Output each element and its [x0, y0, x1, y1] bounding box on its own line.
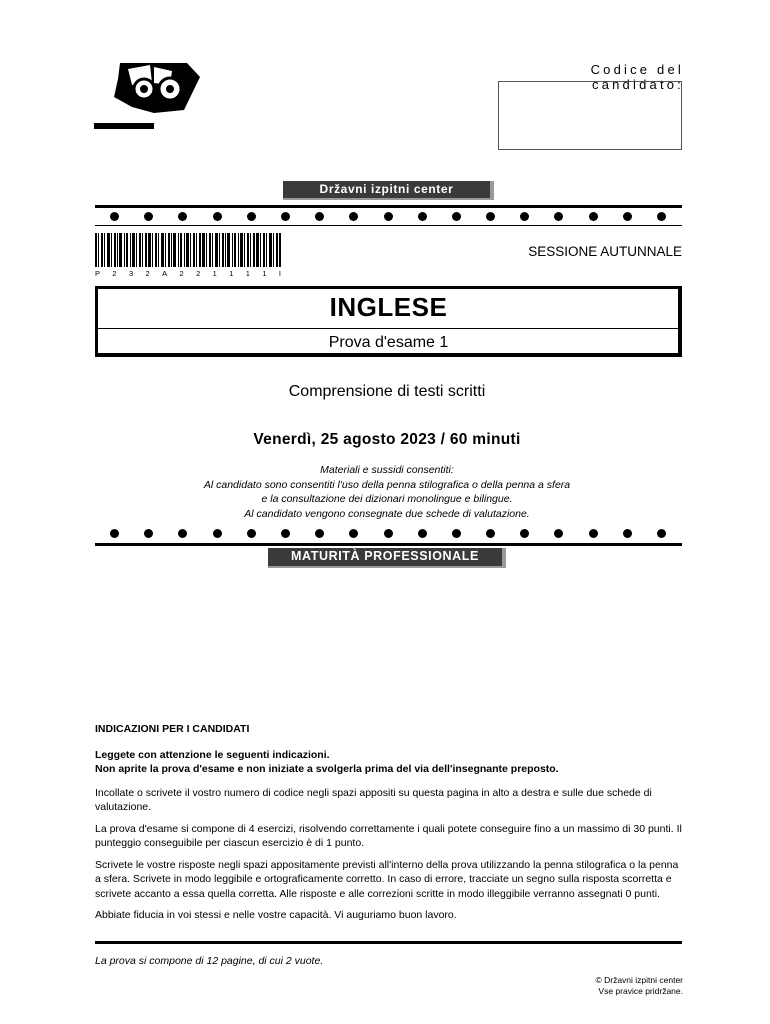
exam-date: Venerdì, 25 agosto 2023 / 60 minuti [253, 431, 521, 448]
session-label: SESSIONE AUTUNNALE [528, 244, 682, 259]
exam-paper: Prova d'esame 1 [328, 334, 449, 351]
instructions-paragraph: La prova d'esame si compone di 4 esercizi, risolvendo correttamente i quali potete conseguire fino a un massimo di 30 punti. Il punteggio conseguibile per ciascun esercizio è di 1 punto. [95, 822, 682, 849]
copyright [500, 975, 683, 997]
materials-line: Al candidato sono consentiti l'uso della penna stilografica o della penna a sfera [203, 478, 571, 491]
barcode-char: 2 [112, 269, 117, 278]
barcode-char: P [95, 269, 101, 278]
barcode-char: 2 [145, 269, 150, 278]
exam-part: Comprensione di testi scritti [288, 383, 486, 400]
copyright-line: Vse pravice pridržane. [598, 986, 683, 996]
top-rule [95, 205, 682, 208]
barcode-char: 1 [262, 269, 267, 278]
candidate-code-box[interactable] [498, 81, 682, 150]
materials-line: Al candidato vengono consegnate due schede di valutazione. [244, 507, 530, 520]
owl-logo-icon [92, 55, 204, 133]
level-banner: MATURITÀ PROFESSIONALE [268, 548, 506, 568]
instructions-bold-1: Leggete con attenzione le seguenti indicazioni. [95, 748, 330, 761]
materials-line: Materiali e sussidi consentiti: [320, 464, 454, 476]
copyright-line: © Državni izpitni center [595, 975, 683, 985]
top-dots-divider [110, 210, 666, 222]
organization-banner: Državni izpitni center [283, 181, 494, 200]
instructions-bold-2: Non aprite la prova d'esame e non iniziate a svolgerla prima del via dell'insegnante preposto. [95, 763, 559, 775]
page-count-note: La prova si compone di 12 pagine, di cui 2 vuote. [95, 955, 324, 967]
barcode-char: I [278, 269, 281, 278]
instructions-paragraph: Abbiate fiducia in voi stessi e nelle vostre capacità. Vi auguriamo buon lavoro. [95, 909, 457, 921]
exam-subject: INGLESE [329, 292, 448, 322]
instructions-heading: INDICAZIONI PER I CANDIDATI [95, 723, 250, 735]
instructions [95, 722, 685, 930]
bottom-rule [95, 543, 682, 546]
instructions-paragraph: Scrivete le vostre risposte negli spazi appositamente previsti all'interno della prova utilizzando la penna stilografica o la penna a sfera. Scrivete in modo leggibile e ortograficamente corretto. In caso di errore, tracciate un segno sulla risposta scorretta e scrivete accanto a essa quella corretta. Alle risposte e alle correzioni scritte in modo illeggibile verranno assegnati 0 punti. [95, 858, 679, 900]
barcode-icon [95, 233, 281, 267]
barcode-char: 1 [212, 269, 217, 278]
instructions-paragraph: Incollate o scrivete il vostro numero di codice negli spazi appositi su questa pagina in alto a destra e sulle due schede di valutazione. [95, 786, 652, 813]
barcode-char: 2 [179, 269, 184, 278]
title-separator [98, 328, 679, 329]
barcode-char: 2 [196, 269, 201, 278]
allowed-materials [160, 463, 614, 521]
candidate-code-label: Codice del candidato: [590, 62, 684, 92]
footer-rule [95, 941, 682, 944]
barcode-number [95, 269, 281, 278]
barcode-char: 3 [128, 269, 134, 278]
barcode-char: 1 [229, 269, 234, 278]
barcode-char: 1 [245, 269, 250, 278]
bottom-dots-divider [110, 527, 666, 539]
top-rule-thin [95, 225, 682, 226]
materials-line: e la consultazione dei dizionari monolingue e bilingue. [261, 493, 513, 505]
barcode-char: A [162, 269, 168, 278]
